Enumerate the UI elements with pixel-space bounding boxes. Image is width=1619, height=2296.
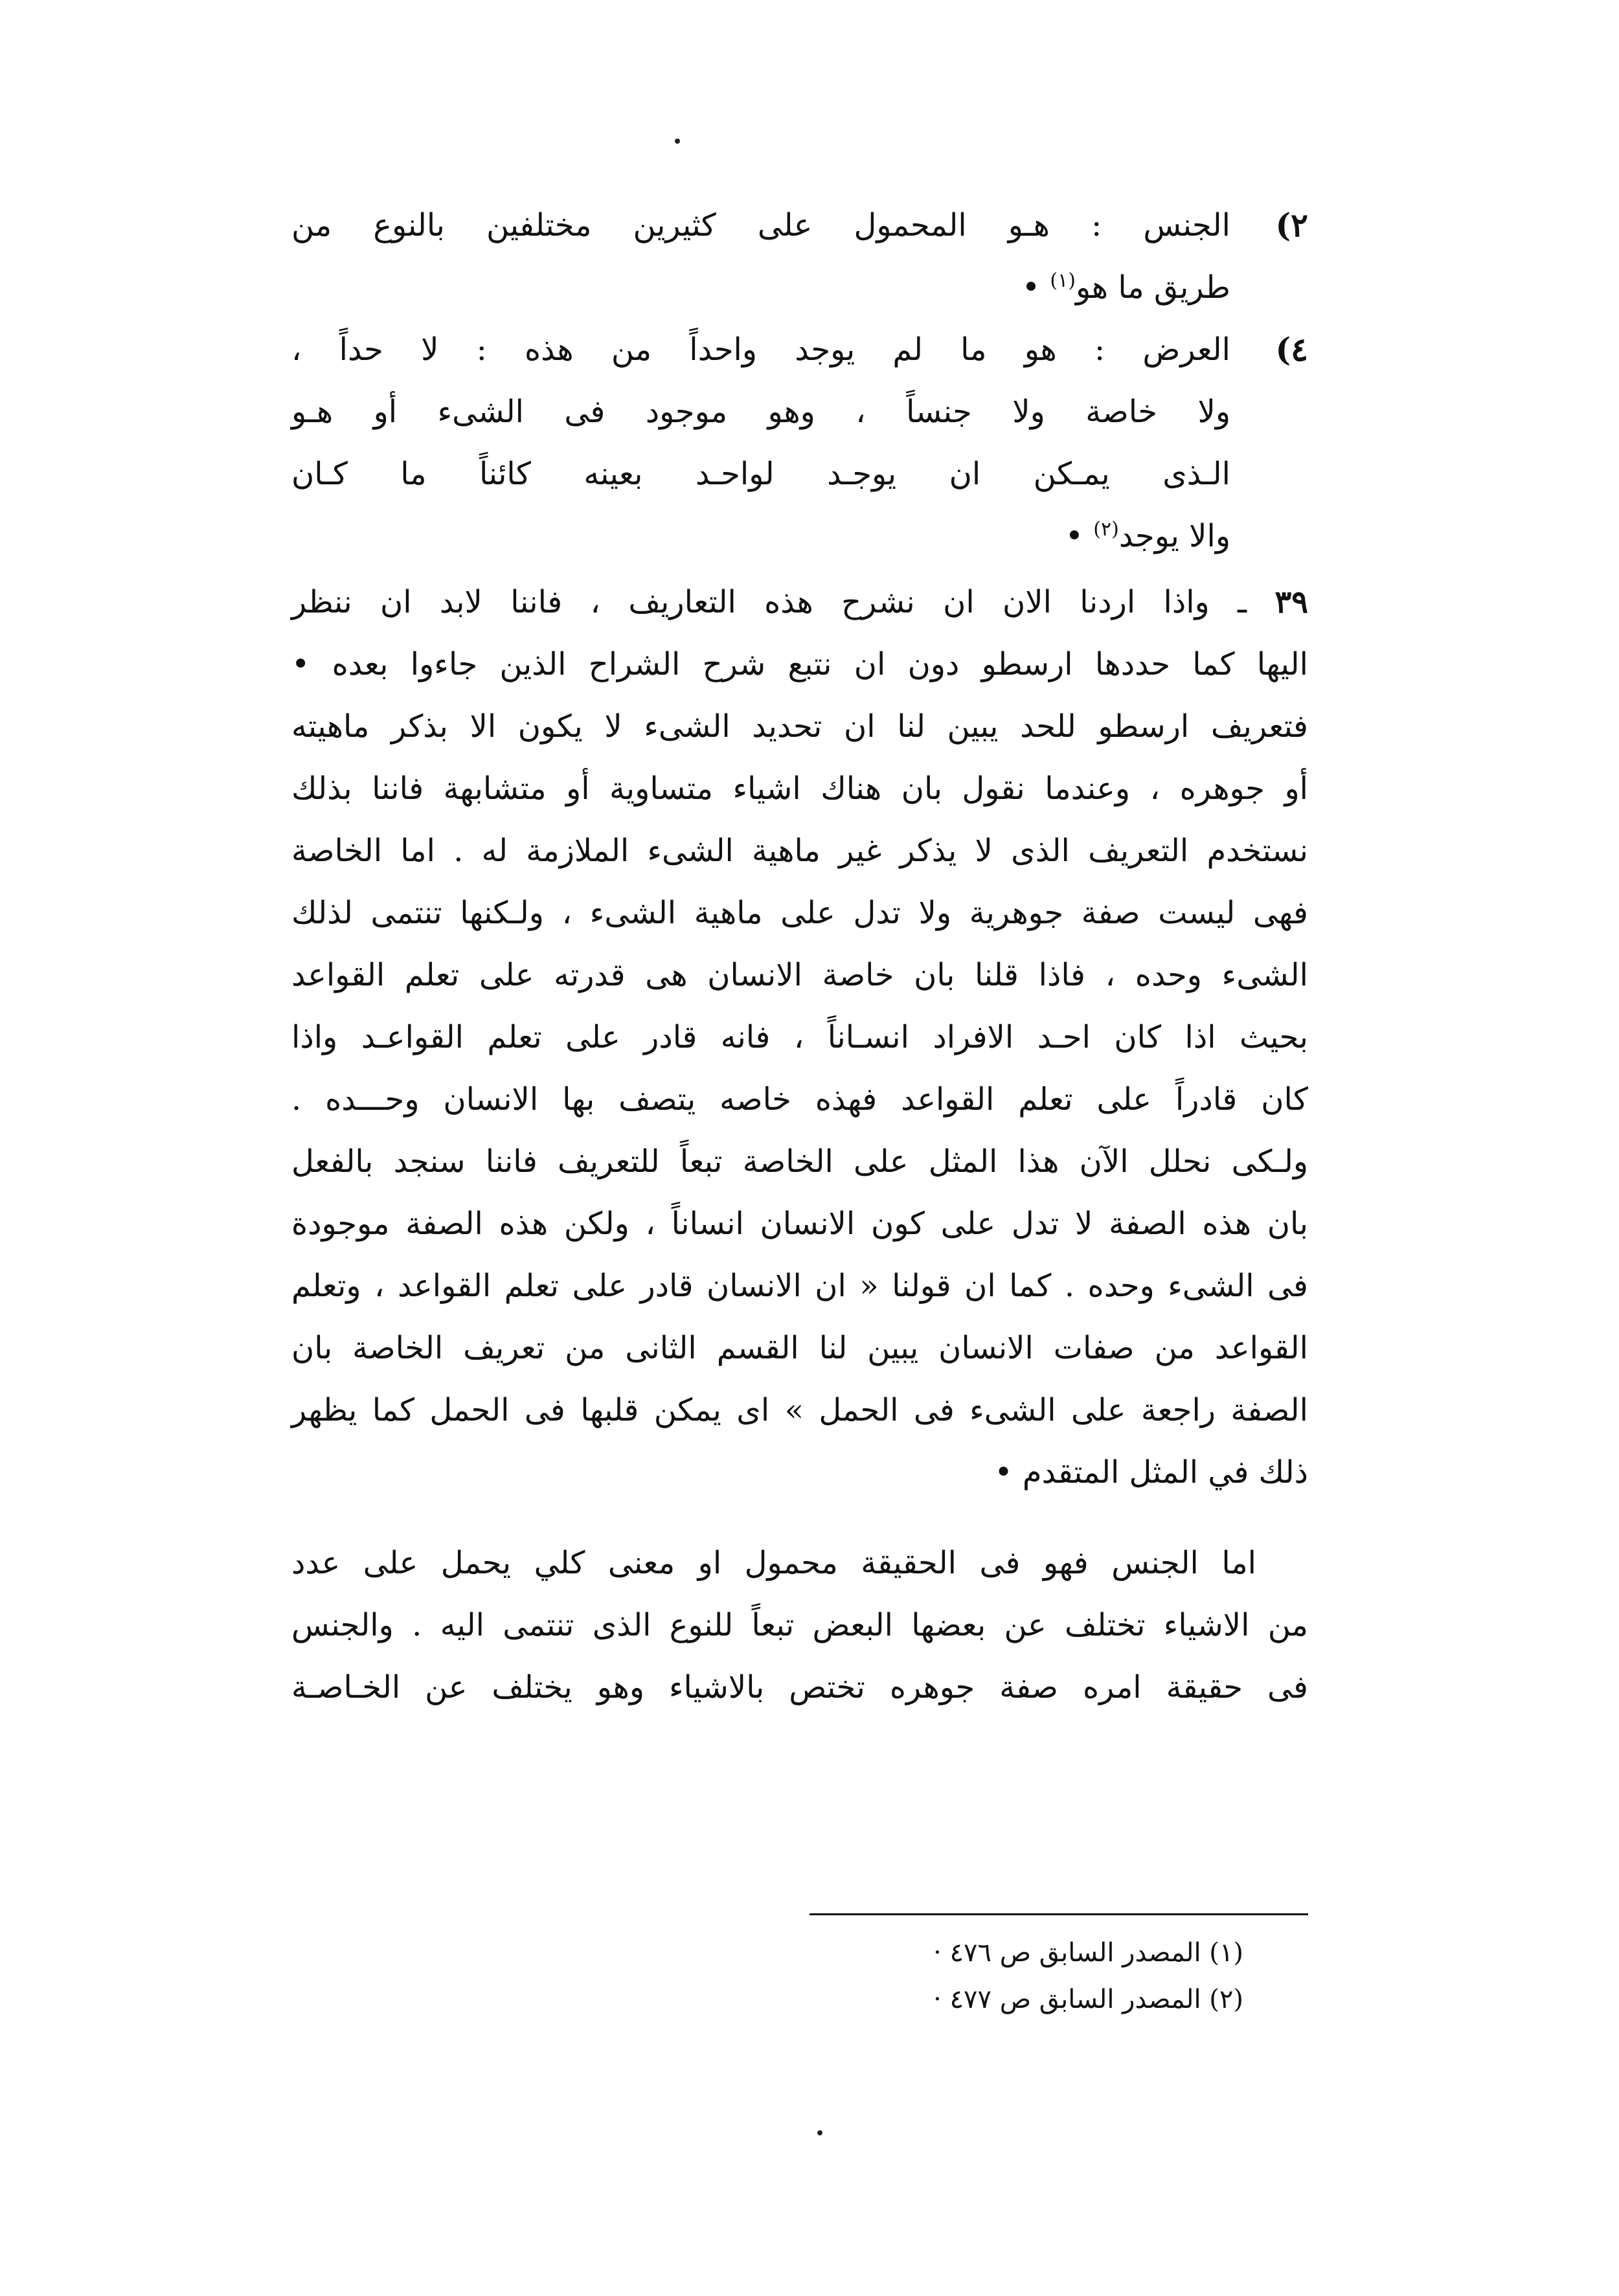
footnote-1: (١) المصدر السابق ص ٤٧٦ ·	[933, 1938, 1243, 1968]
text-line	[291, 505, 1230, 567]
line-text: فتعريف ارسطو للحد يبين لنا ان تحديد الشىء لا يكون الا بذكر ماهيته	[291, 708, 1308, 745]
page-body	[291, 194, 1308, 1718]
line-text: الـذى يمـكن ان يوجـد لواحـد بعينه كائناً ما كـان	[291, 456, 1230, 492]
line-text: فهى ليست صفة جوهرية ولا تدل على ماهية الشىء ، ولـكنها تنتمى لذلك	[291, 895, 1308, 931]
line-text: ـ واذا اردنا الان ان نشرح هذه التعاريف ، فاننا لابد ان ننظر	[291, 584, 1247, 620]
line-text: ولـكى نحلل الآن هذا المثل على الخاصة تبعاً للتعريف فاننا سنجد بالفعل	[291, 1143, 1308, 1180]
text-line	[291, 758, 1308, 820]
line-text: نستخدم التعريف الذى لا يذكر غير ماهية الشىء الملازمة له . اما الخاصة	[291, 833, 1308, 869]
paragraph-genus	[291, 1532, 1308, 1718]
line-text: طريق ما هو	[1075, 269, 1230, 306]
footnote-ref: (٢)	[1093, 518, 1119, 541]
text-line	[291, 381, 1230, 443]
end-mark: •	[1021, 269, 1041, 306]
footnote-divider	[809, 1913, 1308, 1915]
text-line	[291, 1255, 1308, 1317]
footnotes	[661, 1930, 1243, 2023]
line-text: القواعد من صفات الانسان يبين لنا القسم الثانى من تعريف الخاصة بان	[291, 1330, 1308, 1366]
line-text: فى الشىء وحده . كما ان قولنا « ان الانسان قادر على تعلم القواعد ، وتعلم	[291, 1268, 1308, 1304]
text-line	[291, 1532, 1308, 1594]
text-line	[291, 1594, 1308, 1656]
definition-number: ٢)	[1275, 206, 1308, 244]
line-text: من الاشياء تختلف عن بعضها البعض تبعاً للنوع الذى تنتمى اليه . والجنس	[291, 1607, 1308, 1643]
line-text: بان هذه الصفة لا تدل على كون الانسان انساناً ، ولكن هذه الصفة موجودة	[291, 1206, 1308, 1242]
line-text: بحيث اذا كان احـد الافراد انسـاناً ، فانه قادر على تعلم القواعـد واذا	[291, 1019, 1308, 1055]
line-text: الشىء وحده ، فاذا قلنا بان خاصة الانسان هى قدرته على تعلم القواعد	[291, 957, 1308, 993]
scan-speck-bottom	[817, 2130, 822, 2135]
text-line	[291, 1068, 1308, 1131]
scan-speck-top	[675, 139, 680, 144]
line-text: ولا خاصة ولا جنساً ، وهو موجود فى الشىء أو هـو	[291, 394, 1230, 430]
text-line	[291, 944, 1308, 1006]
text-line	[291, 1441, 1308, 1503]
line-text: كان قادراً على تعلم القواعد فهذه خاصه يتصف بها الانسان وحـــده .	[291, 1081, 1308, 1118]
text-line	[291, 194, 1230, 256]
definition-genus	[291, 194, 1308, 319]
line-text: اما الجنس فهو فى الحقيقة محمول او معنى كلي يحمل على عدد	[291, 1545, 1256, 1581]
footnote-2: (٢) المصدر السابق ص ٤٧٧ ·	[933, 1985, 1243, 2014]
text-line	[291, 256, 1230, 319]
text-line	[291, 1317, 1308, 1379]
text-line	[291, 1379, 1308, 1441]
line-text: والا يوجد	[1118, 518, 1230, 554]
end-mark: •	[1065, 518, 1083, 554]
line-text: فى حقيقة امره صفة جوهره تختص بالاشياء وهو يختلف عن الخـاصـة	[291, 1669, 1308, 1705]
text-line	[291, 1656, 1308, 1718]
text-line	[291, 1006, 1308, 1068]
paragraph-39	[291, 571, 1308, 1503]
text-line	[291, 443, 1230, 505]
line-text: الجنس : هـو المحمول على كثيرين مختلفين بالنوع من	[291, 207, 1230, 243]
text-line	[291, 633, 1308, 695]
text-line	[291, 882, 1308, 944]
line-text: أو جوهره ، وعندما نقول بان هناك اشياء متساوية أو متشابهة فاننا بذلك	[291, 771, 1309, 807]
footnote-ref: (١)	[1050, 269, 1076, 292]
paragraph-number: ٣٩	[1274, 584, 1308, 620]
line-text: العرض : هو ما لم يوجد واحداً من هذه : لا حداً ،	[291, 332, 1230, 368]
definition-accident	[291, 319, 1308, 567]
text-line	[291, 319, 1230, 381]
text-line	[291, 820, 1308, 882]
line-text: الصفة راجعة على الشىء فى الحمل » اى يمكن قلبها فى الحمل كما يظهر	[291, 1392, 1308, 1428]
text-line	[291, 695, 1308, 758]
text-line	[291, 1193, 1308, 1255]
text-line	[291, 571, 1308, 633]
line-text: اليها كما حددها ارسطو دون ان نتبع شرح الشراح الذين جاءوا بعده •	[291, 646, 1308, 682]
definition-number: ٤)	[1275, 330, 1308, 368]
text-line	[291, 1131, 1308, 1193]
line-text: ذلك في المثل المتقدم •	[994, 1454, 1308, 1491]
